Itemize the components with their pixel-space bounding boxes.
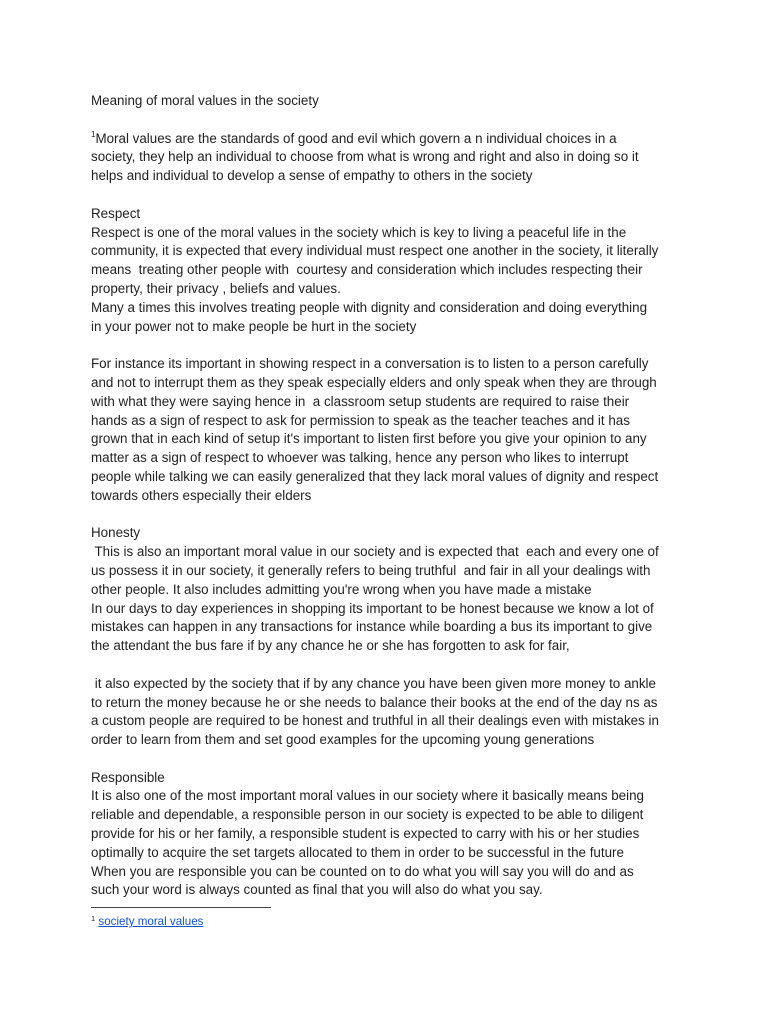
- footnote: [91, 914, 203, 930]
- body-line: Respect is one of the moral values in the society which is key to living a peaceful life in the: [91, 224, 627, 240]
- intro-line: society, they help an individual to choose from what is wrong and right and also in doing so it: [91, 149, 639, 165]
- body-line: and not to interrupt them as they speak especially elders and only speak when they are through: [91, 374, 657, 390]
- body-line: such your word is always counted as final that you will also do what you say.: [91, 882, 543, 898]
- body-line: This is also an important moral value in our society and is expected that each and every one of: [91, 544, 659, 560]
- responsible-paragraph-1: [91, 787, 678, 900]
- footnote-marker: 1: [91, 914, 96, 923]
- body-line: Many a times this involves treating people with dignity and consideration and doing everything: [91, 299, 648, 315]
- body-line: For instance its important in showing respect in a conversation is to listen to a person carefully: [91, 356, 649, 372]
- body-line: In our days to day experiences in shopping its important to be honest because we know a lot of: [91, 600, 654, 616]
- body-line: It is also one of the most important moral values in our society where it basically means being: [91, 788, 644, 804]
- body-line: a custom people are required to be honest and truthful in all their dealings even with mistakes in: [91, 713, 659, 729]
- respect-paragraph-2: [91, 355, 678, 505]
- body-line: mistakes can happen in any transactions for instance while boarding a bus its important to give: [91, 619, 653, 635]
- body-line: grown that in each kind of setup it's important to listen first before you give your opinion to any: [91, 431, 647, 447]
- section-heading-responsible: Responsible: [91, 769, 165, 785]
- body-line: order to learn from them and set good examples for the upcoming young generations: [91, 732, 595, 748]
- body-line: people while talking we can easily generalized that they lack moral values of dignity and respect: [91, 468, 659, 484]
- body-line: property, their privacy , beliefs and values.: [91, 280, 341, 296]
- body-line: hands as a sign of respect to ask for permission to speak as the teacher teaches and it has: [91, 412, 630, 428]
- honesty-paragraph-2: [91, 675, 678, 750]
- body-line: us possess it in our society, it generally refers to being truthful and fair in all your dealings with: [91, 562, 651, 578]
- body-line: When you are responsible you can be counted on to do what you will say you will do and as: [91, 863, 634, 879]
- body-line: community, it is expected that every individual must respect one another in the society, it literally: [91, 243, 659, 259]
- body-line: matter as a sign of respect to whoever was talking, hence any person who likes to interrupt: [91, 450, 629, 466]
- intro-paragraph: [91, 130, 678, 186]
- section-heading-honesty: Honesty: [91, 525, 141, 541]
- body-line: towards others especially their elders: [91, 487, 312, 503]
- body-line: reliable and dependable, a responsible person in our society is expected to be able to diligent: [91, 807, 644, 823]
- body-line: to return the money because he or she needs to balance their books at the end of the day ns as: [91, 694, 658, 710]
- body-line: with what they were saying hence in a classroom setup students are required to raise their: [91, 393, 630, 409]
- body-line: means treating other people with courtesy and consideration which includes respecting their: [91, 262, 643, 278]
- intro-line: helps and individual to develop a sense of empathy to others in the society: [91, 168, 533, 184]
- body-line: the attendant the bus fare if by any chance he or she has forgotten to ask for fair,: [91, 638, 570, 654]
- respect-paragraph-1: [91, 224, 678, 337]
- document-title: Meaning of moral values in the society: [91, 93, 319, 108]
- intro-line: $^1$Moral values are the standards of good and evil which govern a n individual choices in a: [91, 129, 617, 146]
- body-line: in your power not to make people be hurt in the society: [91, 318, 417, 334]
- body-line: it also expected by the society that if by any chance you have been given more money to ankle: [91, 675, 656, 691]
- body-line: optimally to acquire the set targets allocated to them in order to be successful in the future: [91, 844, 624, 860]
- footnote-divider: [91, 907, 271, 908]
- footnote-reference[interactable]: 1: [91, 129, 96, 139]
- section-heading-respect: Respect: [91, 205, 141, 221]
- body-line: provide for his or her family, a responsible student is expected to carry with his or her studies: [91, 826, 640, 842]
- footnote-link[interactable]: society moral values: [98, 915, 204, 928]
- body-line: other people. It also includes admitting you're wrong when you have made a mistake: [91, 581, 592, 597]
- honesty-paragraph-1: [91, 543, 678, 656]
